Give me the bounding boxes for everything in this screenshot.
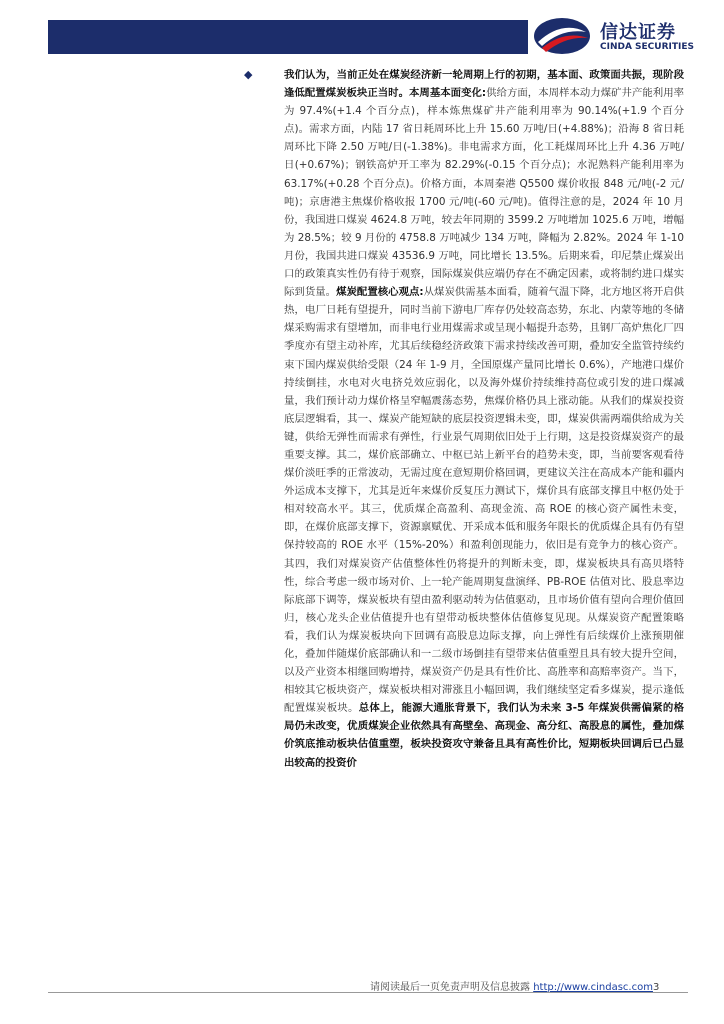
- weekly-summary-heading: 我们认为，当前正处在煤炭经济新一轮周期上行的初期，基本面、政策面共振，现阶段逢低配置煤炭板块正当时。本周基本面变化:: [284, 69, 684, 100]
- core-view-heading: 煤炭配置核心观点:: [336, 286, 424, 299]
- cinda-logo-icon: [532, 14, 592, 58]
- footer: [370, 978, 700, 993]
- report-body: [244, 66, 685, 772]
- page-number: 3: [652, 982, 660, 993]
- core-view-text: 从煤炭供需基本面看，随着气温下降，北方地区将开启供热，电厂日耗有望提升，同时当前下游电厂库存仍处较高态势，东北、内蒙等地的冬储煤采购需求有望增加，而非电行业用煤需求或呈现小幅提升态势，且钢厂高炉焦化厂四季度亦有望主动补库，尤其后续稳经济政策下需求持续改善可期，叠加安全监管持续约束下国内煤炭供给受限（24 年 1-9 月，全国原煤产量同比增长 0.6%），产地港口煤价持续倒挂，水电对火电挤兑效应弱化，以及海外煤价持续维持高位或引发的进口煤减量，我们预计动力煤价格呈窄幅震荡态势，焦煤价格仍具上涨动能。从我们的煤炭投资底层逻辑看，其一、煤炭产能短缺的底层投资逻辑未变，即，煤炭供需两端供给成为关键，供给无弹性而需求有弹性，行业景气周期依旧处于上行期，这是投资煤炭资产的最重要支撑。其二，煤价底部确立、中枢已站上新平台的趋势未变，即，当前要客观看待煤价淡旺季的正常波动，无需过度在意短期价格回调，更建议关注在高成本产能和疆内外运成本支撑下，尤其是近年来煤价反复压力测试下，煤价具有底部支撑且中枢仍处于相对较高水平。其三，优质煤企高盈利、高现金流、高 ROE 的核心资产属性未变，即，在煤价底部支撑下，资源禀赋优、开采成本低和服务年限长的优质煤企具有仍有望保持较高的 ROE 水平（15%-20%）和盈利创现能力，依旧是有竞争力的核心资产。其四，我们对煤炭资产估值整体性仍将提升的判断未变，即，煤炭板块具有高贝塔特性，综合考虑一级市场对价、上一轮产能周期复盘演绎、PB-ROE 估值对比、股息率边际底部下调等，煤炭板块有望由盈利驱动转为估值驱动，且市场价值有望向合理价值回归，核心龙头企业估值提升也有望带动板块整体估值修复见现。从煤炭资产配置策略看，我们认为煤炭板块向下回调有高股息边际支撑，向上弹性有后续煤价上涨预期催化，叠加伴随煤价底部确认和一二级市场倒挂有望带来估值重塑且具有较大提升空间，以及产业资本相继回购增持，煤炭资产仍是具有性价比、高胜率和高赔率资产。当下，相较其它板块资产，煤炭板块相对滞涨且小幅回调，我们继续坚定看多煤炭，提示逢低配置煤炭板块。: [284, 286, 685, 715]
- weekly-summary-text: 供给方面，本周样本动力煤矿井产能利用率为 97.4%(+1.4 个百分点)，样本炼焦煤矿井产能利用率为 90.14%(+1.9 个百分点)。需求方面，内陆 17 省日耗周环比上升 15.60 万吨/日(+4.88%)；沿海 8 省日耗周环比下降 2.50 万吨/日(-1.38%)。非电需求方面，化工耗煤周环比上升 4.36 万吨/日(+0.67%)；钢铁高炉开工率为 82.29%(-0.15 个百分点)；水泥熟料产能利用率为 63.17%(+0.28 个百分点)。价格方面，本周秦港 Q5500 煤价收报 848 元/吨(-2 元/吨)；京唐港主焦煤价格收报 1700 元/吨(-60 元/吨)。值得注意的是，2024 年 10 月份，我国进口煤炭 4624.8 万吨，较去年同期的 3599.2 万吨增加 1025.6 万吨，增幅为 28.5%；较 9 月份的 4758.8 万吨减少 134 万吨，降幅为 2.82%。2024 年 1-10 月份，我国共进口煤炭 43536.9 万吨，同比增长 13.5%。后期来看，印尼禁止煤炭出口的政策真实性仍有待于观察，国际煤炭供应端仍存在不确定因素，或将制约进口煤实际到货量。: [284, 87, 684, 299]
- body-paragraph: [284, 66, 684, 772]
- logo-english-name: CINDA SECURITIES: [600, 42, 694, 52]
- header-bar: [48, 20, 528, 54]
- diamond-bullet-icon: ◆: [244, 68, 253, 81]
- conclusion-text: 总体上，能源大通胀背景下，我们认为未来 3-5 年煤炭供需偏紧的格局仍未改变，优质煤炭企业依然具有高壁垒、高现金、高分红、高股息的属性，叠加煤价筑底推动板块估值重塑，板块投资攻守兼备且具有高性价比，短期板块回调后已凸显出较高的投资价: [284, 702, 684, 769]
- footer-website-link[interactable]: http://www.cindasc.com: [533, 982, 653, 993]
- logo-chinese-name: 信达证券: [600, 22, 676, 43]
- footer-divider: [48, 992, 688, 993]
- footer-disclaimer: 请阅读最后一页免责声明及信息披露: [370, 982, 530, 993]
- cinda-logo: [532, 14, 712, 58]
